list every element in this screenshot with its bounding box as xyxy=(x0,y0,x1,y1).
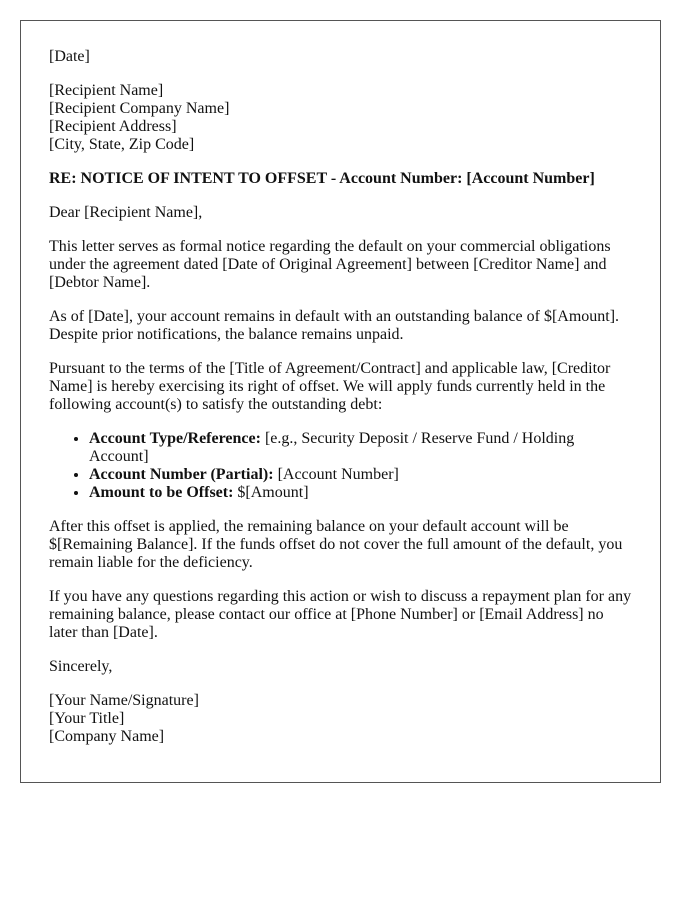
list-item-label: Account Type/Reference: xyxy=(89,430,261,447)
body-paragraph: After this offset is applied, the remaining balance on your default account will be $[Remaining Balance]. If the funds offset do not cover the full amount of the default, you remain liable for the deficiency. xyxy=(49,518,623,571)
signature-block xyxy=(49,692,633,746)
salutation: Dear [Recipient Name], xyxy=(49,204,203,221)
offset-account-list xyxy=(49,430,633,502)
list-item-value: [Account Number] xyxy=(273,466,399,483)
recipient-city-state-zip: [City, State, Zip Code] xyxy=(49,136,195,153)
list-item xyxy=(89,466,633,484)
subject-line: RE: NOTICE OF INTENT TO OFFSET - Account Number: [Account Number] xyxy=(49,170,595,187)
closing: Sincerely, xyxy=(49,658,113,675)
list-item xyxy=(89,484,633,502)
letter-date: [Date] xyxy=(49,48,90,65)
recipient-name: [Recipient Name] xyxy=(49,82,164,99)
recipient-block xyxy=(49,82,633,154)
recipient-company: [Recipient Company Name] xyxy=(49,100,230,117)
body-paragraph: This letter serves as formal notice regarding the default on your commercial obligations under the agreement dated [Date of Original Agreement] between [Creditor Name] and [Debtor Name]. xyxy=(49,238,611,291)
list-item xyxy=(89,430,633,466)
list-item-label: Amount to be Offset: xyxy=(89,484,234,501)
signature-title: [Your Title] xyxy=(49,710,125,727)
letter xyxy=(20,20,661,783)
body-paragraph: If you have any questions regarding this action or wish to discuss a repayment plan for any remaining balance, please contact our office at [Phone Number] or [Email Address] no later than [Date]. xyxy=(49,588,632,641)
list-item-label: Account Number (Partial): xyxy=(89,466,274,483)
list-item-value: [e.g., Security Deposit / Reserve Fund / Holding Account] xyxy=(89,430,575,465)
body-paragraph: As of [Date], your account remains in default with an outstanding balance of $[Amount]. Despite prior notifications, the balance remains unpaid. xyxy=(49,308,620,343)
recipient-address: [Recipient Address] xyxy=(49,118,177,135)
signature-name: [Your Name/Signature] xyxy=(49,692,199,709)
signature-company: [Company Name] xyxy=(49,728,165,745)
list-item-value: $[Amount] xyxy=(233,484,309,501)
body-paragraph: Pursuant to the terms of the [Title of Agreement/Contract] and applicable law, [Creditor Name] is hereby exercising its right of offset. We will apply funds currently held in the following account(s) to satisfy the outstanding debt: xyxy=(49,360,611,413)
